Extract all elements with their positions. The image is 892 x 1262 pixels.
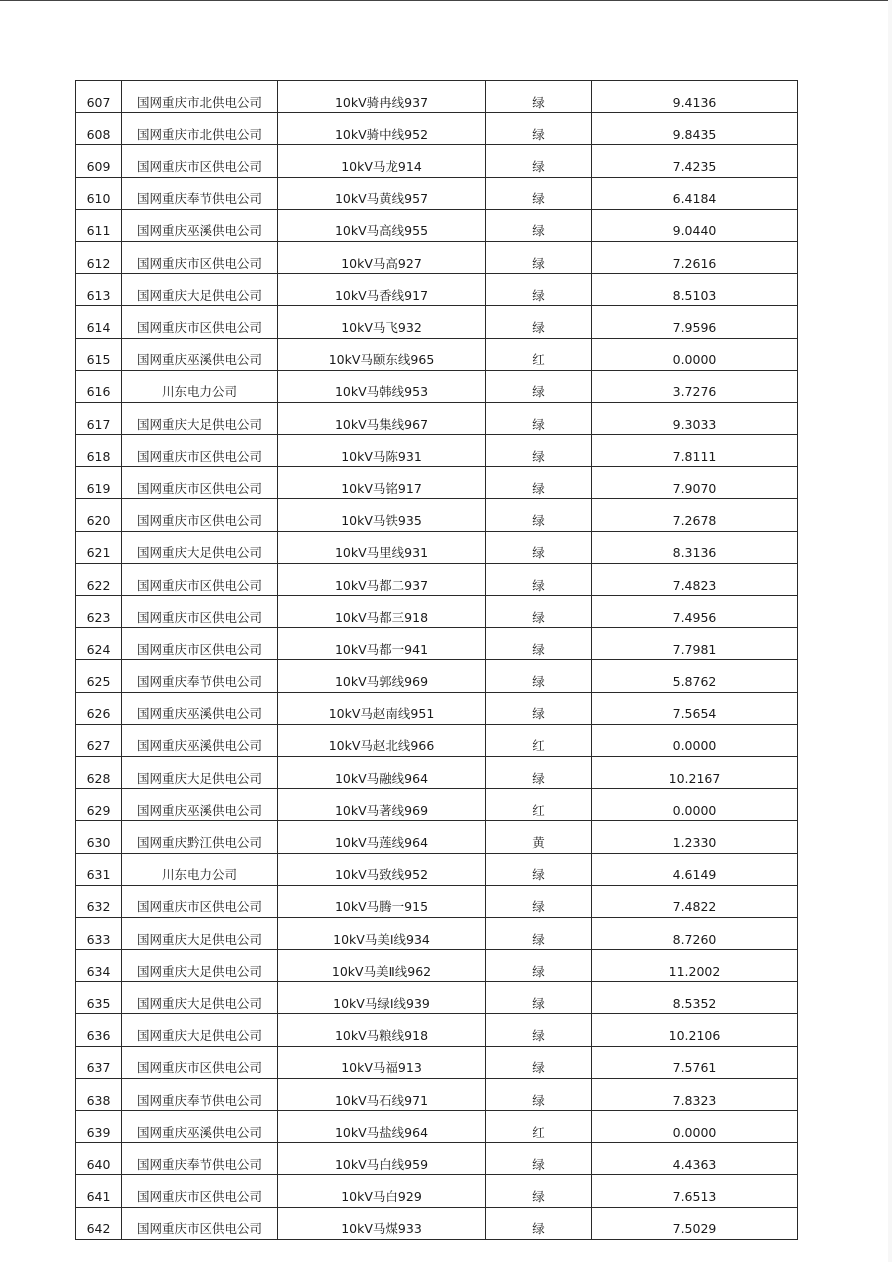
value-cell: 7.4235 [592, 145, 798, 177]
line-name-cell: 10kV马里线931 [278, 531, 486, 563]
status-cell: 绿 [486, 660, 592, 692]
row-index-cell: 634 [76, 950, 122, 982]
status-cell: 绿 [486, 370, 592, 402]
row-index-cell: 642 [76, 1207, 122, 1239]
line-name-cell: 10kV马铁935 [278, 499, 486, 531]
line-name-cell: 10kV骑中线952 [278, 113, 486, 145]
page-top-border [0, 0, 892, 1]
company-cell: 国网重庆市区供电公司 [122, 596, 278, 628]
value-cell: 9.8435 [592, 113, 798, 145]
company-cell: 国网重庆市区供电公司 [122, 435, 278, 467]
value-cell: 7.9070 [592, 467, 798, 499]
company-cell: 国网重庆巫溪供电公司 [122, 724, 278, 756]
company-cell: 国网重庆市区供电公司 [122, 1175, 278, 1207]
table-row [76, 821, 798, 853]
value-cell: 9.3033 [592, 402, 798, 434]
row-index-cell: 623 [76, 596, 122, 628]
value-cell: 7.2616 [592, 241, 798, 273]
table-row [76, 756, 798, 788]
table-row [76, 306, 798, 338]
table-row [76, 499, 798, 531]
value-cell: 6.4184 [592, 177, 798, 209]
value-cell: 9.0440 [592, 209, 798, 241]
company-cell: 国网重庆市区供电公司 [122, 628, 278, 660]
company-cell: 国网重庆市区供电公司 [122, 306, 278, 338]
line-name-cell: 10kV马著线969 [278, 789, 486, 821]
row-index-cell: 607 [76, 81, 122, 113]
company-cell: 国网重庆市区供电公司 [122, 145, 278, 177]
line-name-cell: 10kV马赵南线951 [278, 692, 486, 724]
status-cell: 绿 [486, 1143, 592, 1175]
status-cell: 红 [486, 338, 592, 370]
line-name-cell: 10kV马致线952 [278, 853, 486, 885]
table-row [76, 402, 798, 434]
status-cell: 绿 [486, 1175, 592, 1207]
row-index-cell: 608 [76, 113, 122, 145]
status-cell: 绿 [486, 145, 592, 177]
table-row [76, 370, 798, 402]
table-row [76, 596, 798, 628]
status-cell: 绿 [486, 306, 592, 338]
value-cell: 7.5654 [592, 692, 798, 724]
row-index-cell: 636 [76, 1014, 122, 1046]
company-cell: 国网重庆大足供电公司 [122, 982, 278, 1014]
company-cell: 国网重庆大足供电公司 [122, 1014, 278, 1046]
table-row [76, 917, 798, 949]
row-index-cell: 614 [76, 306, 122, 338]
table-row [76, 177, 798, 209]
company-cell: 国网重庆巫溪供电公司 [122, 692, 278, 724]
table-row [76, 1111, 798, 1143]
company-cell: 国网重庆市区供电公司 [122, 885, 278, 917]
table-row [76, 724, 798, 756]
company-cell: 国网重庆奉节供电公司 [122, 177, 278, 209]
status-cell: 绿 [486, 885, 592, 917]
table-row [76, 885, 798, 917]
value-cell: 0.0000 [592, 724, 798, 756]
status-cell: 绿 [486, 1207, 592, 1239]
line-name-cell: 10kV马粮线918 [278, 1014, 486, 1046]
table-row [76, 853, 798, 885]
line-name-cell: 10kV马融线964 [278, 756, 486, 788]
status-cell: 绿 [486, 1078, 592, 1110]
value-cell: 3.7276 [592, 370, 798, 402]
status-cell: 绿 [486, 467, 592, 499]
value-cell: 8.3136 [592, 531, 798, 563]
value-cell: 7.6513 [592, 1175, 798, 1207]
table-row [76, 113, 798, 145]
value-cell: 8.5352 [592, 982, 798, 1014]
table-row [76, 789, 798, 821]
table-row [76, 660, 798, 692]
line-name-cell: 10kV马集线967 [278, 402, 486, 434]
line-name-cell: 10kV马飞932 [278, 306, 486, 338]
row-index-cell: 617 [76, 402, 122, 434]
status-cell: 绿 [486, 1046, 592, 1078]
company-cell: 川东电力公司 [122, 853, 278, 885]
row-index-cell: 638 [76, 1078, 122, 1110]
line-name-cell: 10kV马颐东线965 [278, 338, 486, 370]
line-name-cell: 10kV马腾一915 [278, 885, 486, 917]
row-index-cell: 619 [76, 467, 122, 499]
value-cell: 7.4823 [592, 563, 798, 595]
table-row [76, 209, 798, 241]
status-cell: 绿 [486, 499, 592, 531]
row-index-cell: 626 [76, 692, 122, 724]
status-cell: 绿 [486, 853, 592, 885]
line-name-cell: 10kV马都三918 [278, 596, 486, 628]
company-cell: 国网重庆巫溪供电公司 [122, 1111, 278, 1143]
row-index-cell: 632 [76, 885, 122, 917]
row-index-cell: 630 [76, 821, 122, 853]
status-cell: 绿 [486, 81, 592, 113]
row-index-cell: 633 [76, 917, 122, 949]
value-cell: 1.2330 [592, 821, 798, 853]
line-name-cell: 10kV马高线955 [278, 209, 486, 241]
value-cell: 7.8111 [592, 435, 798, 467]
row-index-cell: 615 [76, 338, 122, 370]
table-row [76, 1014, 798, 1046]
company-cell: 国网重庆奉节供电公司 [122, 1143, 278, 1175]
company-cell: 国网重庆大足供电公司 [122, 274, 278, 306]
row-index-cell: 621 [76, 531, 122, 563]
status-cell: 绿 [486, 435, 592, 467]
line-name-cell: 10kV马煤933 [278, 1207, 486, 1239]
value-cell: 10.2167 [592, 756, 798, 788]
page-right-edge [888, 0, 892, 1262]
company-cell: 国网重庆大足供电公司 [122, 950, 278, 982]
value-cell: 7.7981 [592, 628, 798, 660]
row-index-cell: 611 [76, 209, 122, 241]
status-cell: 绿 [486, 402, 592, 434]
company-cell: 国网重庆巫溪供电公司 [122, 338, 278, 370]
status-cell: 绿 [486, 756, 592, 788]
line-name-cell: 10kV马铭917 [278, 467, 486, 499]
table-row [76, 241, 798, 273]
value-cell: 4.6149 [592, 853, 798, 885]
status-cell: 绿 [486, 177, 592, 209]
status-cell: 绿 [486, 1014, 592, 1046]
status-cell: 绿 [486, 209, 592, 241]
company-cell: 国网重庆巫溪供电公司 [122, 209, 278, 241]
value-cell: 0.0000 [592, 789, 798, 821]
company-cell: 川东电力公司 [122, 370, 278, 402]
status-cell: 绿 [486, 531, 592, 563]
company-cell: 国网重庆市北供电公司 [122, 81, 278, 113]
value-cell: 9.4136 [592, 81, 798, 113]
table-row [76, 628, 798, 660]
line-name-cell: 10kV马美Ⅰ线934 [278, 917, 486, 949]
table-row [76, 274, 798, 306]
row-index-cell: 616 [76, 370, 122, 402]
status-cell: 红 [486, 789, 592, 821]
line-name-cell: 10kV马白线959 [278, 1143, 486, 1175]
table-row [76, 531, 798, 563]
table-row [76, 1078, 798, 1110]
company-cell: 国网重庆大足供电公司 [122, 531, 278, 563]
line-name-cell: 10kV马盐线964 [278, 1111, 486, 1143]
table-row [76, 1207, 798, 1239]
row-index-cell: 620 [76, 499, 122, 531]
row-index-cell: 622 [76, 563, 122, 595]
table-row [76, 1175, 798, 1207]
company-cell: 国网重庆市区供电公司 [122, 1046, 278, 1078]
status-cell: 绿 [486, 563, 592, 595]
company-cell: 国网重庆黔江供电公司 [122, 821, 278, 853]
status-cell: 绿 [486, 274, 592, 306]
table-row [76, 81, 798, 113]
value-cell: 7.8323 [592, 1078, 798, 1110]
line-name-cell: 10kV马美Ⅱ线962 [278, 950, 486, 982]
row-index-cell: 610 [76, 177, 122, 209]
feeder-table [75, 80, 798, 1240]
row-index-cell: 635 [76, 982, 122, 1014]
line-name-cell: 10kV马都二937 [278, 563, 486, 595]
status-cell: 绿 [486, 628, 592, 660]
row-index-cell: 629 [76, 789, 122, 821]
table-row [76, 692, 798, 724]
line-name-cell: 10kV骑冉线937 [278, 81, 486, 113]
row-index-cell: 609 [76, 145, 122, 177]
status-cell: 绿 [486, 917, 592, 949]
feeder-table-body [76, 81, 798, 1240]
value-cell: 8.7260 [592, 917, 798, 949]
value-cell: 0.0000 [592, 1111, 798, 1143]
line-name-cell: 10kV马香线917 [278, 274, 486, 306]
status-cell: 红 [486, 1111, 592, 1143]
line-name-cell: 10kV马郭线969 [278, 660, 486, 692]
company-cell: 国网重庆大足供电公司 [122, 917, 278, 949]
company-cell: 国网重庆巫溪供电公司 [122, 789, 278, 821]
status-cell: 绿 [486, 596, 592, 628]
table-row [76, 145, 798, 177]
row-index-cell: 631 [76, 853, 122, 885]
table-row [76, 950, 798, 982]
row-index-cell: 625 [76, 660, 122, 692]
company-cell: 国网重庆市北供电公司 [122, 113, 278, 145]
table-row [76, 982, 798, 1014]
table-row [76, 435, 798, 467]
value-cell: 11.2002 [592, 950, 798, 982]
row-index-cell: 640 [76, 1143, 122, 1175]
table-row [76, 338, 798, 370]
company-cell: 国网重庆市区供电公司 [122, 467, 278, 499]
table-row [76, 563, 798, 595]
row-index-cell: 641 [76, 1175, 122, 1207]
value-cell: 8.5103 [592, 274, 798, 306]
row-index-cell: 612 [76, 241, 122, 273]
status-cell: 绿 [486, 113, 592, 145]
status-cell: 绿 [486, 692, 592, 724]
value-cell: 7.5029 [592, 1207, 798, 1239]
row-index-cell: 639 [76, 1111, 122, 1143]
company-cell: 国网重庆大足供电公司 [122, 402, 278, 434]
line-name-cell: 10kV马白929 [278, 1175, 486, 1207]
value-cell: 7.2678 [592, 499, 798, 531]
status-cell: 黄 [486, 821, 592, 853]
status-cell: 绿 [486, 241, 592, 273]
table-row [76, 1046, 798, 1078]
line-name-cell: 10kV马龙914 [278, 145, 486, 177]
line-name-cell: 10kV马石线971 [278, 1078, 486, 1110]
table-row [76, 1143, 798, 1175]
company-cell: 国网重庆奉节供电公司 [122, 660, 278, 692]
line-name-cell: 10kV马莲线964 [278, 821, 486, 853]
value-cell: 7.9596 [592, 306, 798, 338]
company-cell: 国网重庆市区供电公司 [122, 241, 278, 273]
row-index-cell: 628 [76, 756, 122, 788]
row-index-cell: 618 [76, 435, 122, 467]
row-index-cell: 613 [76, 274, 122, 306]
line-name-cell: 10kV马高927 [278, 241, 486, 273]
value-cell: 5.8762 [592, 660, 798, 692]
value-cell: 0.0000 [592, 338, 798, 370]
line-name-cell: 10kV马赵北线966 [278, 724, 486, 756]
value-cell: 7.4956 [592, 596, 798, 628]
company-cell: 国网重庆市区供电公司 [122, 499, 278, 531]
line-name-cell: 10kV马韩线953 [278, 370, 486, 402]
value-cell: 7.5761 [592, 1046, 798, 1078]
company-cell: 国网重庆市区供电公司 [122, 1207, 278, 1239]
row-index-cell: 637 [76, 1046, 122, 1078]
line-name-cell: 10kV马绿Ⅰ线939 [278, 982, 486, 1014]
value-cell: 7.4822 [592, 885, 798, 917]
company-cell: 国网重庆奉节供电公司 [122, 1078, 278, 1110]
table-row [76, 467, 798, 499]
row-index-cell: 627 [76, 724, 122, 756]
line-name-cell: 10kV马陈931 [278, 435, 486, 467]
row-index-cell: 624 [76, 628, 122, 660]
value-cell: 4.4363 [592, 1143, 798, 1175]
line-name-cell: 10kV马都一941 [278, 628, 486, 660]
company-cell: 国网重庆市区供电公司 [122, 563, 278, 595]
status-cell: 绿 [486, 982, 592, 1014]
value-cell: 10.2106 [592, 1014, 798, 1046]
line-name-cell: 10kV马黄线957 [278, 177, 486, 209]
status-cell: 绿 [486, 950, 592, 982]
line-name-cell: 10kV马福913 [278, 1046, 486, 1078]
status-cell: 红 [486, 724, 592, 756]
company-cell: 国网重庆大足供电公司 [122, 756, 278, 788]
